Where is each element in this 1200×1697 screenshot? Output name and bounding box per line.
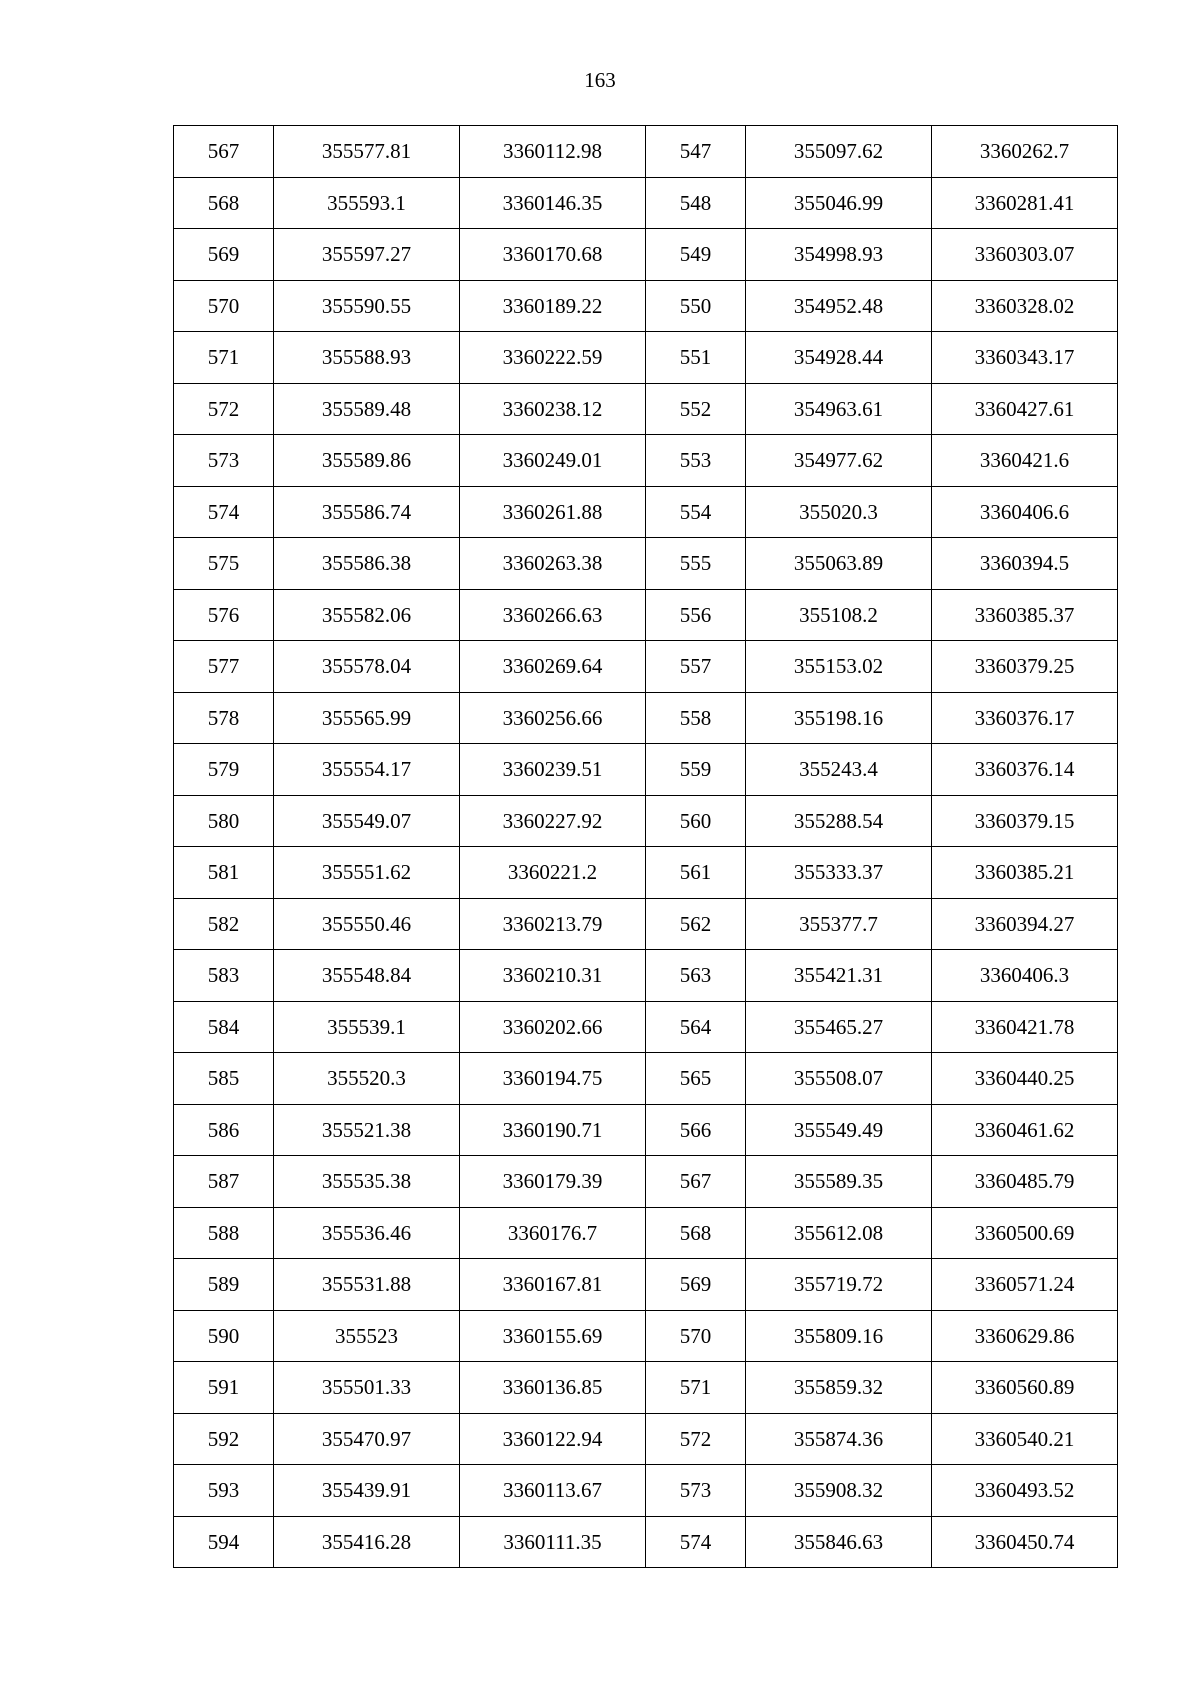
table-cell-y-coord-right: 3360385.21 [932, 847, 1118, 899]
table-cell-x-coord-right: 355465.27 [746, 1001, 932, 1053]
table-cell-point-id-left: 570 [174, 280, 274, 332]
table-cell-point-id-right: 568 [646, 1207, 746, 1259]
table-cell-y-coord-right: 3360406.6 [932, 486, 1118, 538]
table-cell-y-coord-right: 3360493.52 [932, 1465, 1118, 1517]
table-cell-x-coord-right: 355046.99 [746, 177, 932, 229]
table-cell-x-coord-right: 355153.02 [746, 641, 932, 693]
table-cell-x-coord-left: 355521.38 [274, 1104, 460, 1156]
table-cell-y-coord-right: 3360394.27 [932, 898, 1118, 950]
table-cell-point-id-right: 554 [646, 486, 746, 538]
table-cell-x-coord-right: 355846.63 [746, 1516, 932, 1568]
table-row [174, 847, 1118, 899]
table-cell-y-coord-left: 3360210.31 [460, 950, 646, 1002]
table-cell-x-coord-left: 355588.93 [274, 332, 460, 384]
table-cell-y-coord-left: 3360136.85 [460, 1362, 646, 1414]
table-row [174, 486, 1118, 538]
table-cell-y-coord-left: 3360256.66 [460, 692, 646, 744]
table-cell-point-id-left: 590 [174, 1310, 274, 1362]
table-row [174, 692, 1118, 744]
table-cell-point-id-right: 564 [646, 1001, 746, 1053]
table-cell-y-coord-left: 3360238.12 [460, 383, 646, 435]
table-cell-y-coord-right: 3360379.25 [932, 641, 1118, 693]
table-cell-x-coord-left: 355582.06 [274, 589, 460, 641]
table-cell-point-id-right: 555 [646, 538, 746, 590]
table-cell-point-id-left: 579 [174, 744, 274, 796]
table-row [174, 898, 1118, 950]
table-row [174, 280, 1118, 332]
table-row [174, 1207, 1118, 1259]
table-cell-y-coord-left: 3360213.79 [460, 898, 646, 950]
table-cell-x-coord-left: 355593.1 [274, 177, 460, 229]
table-cell-y-coord-left: 3360189.22 [460, 280, 646, 332]
table-row [174, 1362, 1118, 1414]
table-cell-x-coord-right: 355719.72 [746, 1259, 932, 1311]
table-row [174, 177, 1118, 229]
table-cell-x-coord-left: 355586.38 [274, 538, 460, 590]
table-cell-point-id-right: 550 [646, 280, 746, 332]
table-cell-y-coord-right: 3360394.5 [932, 538, 1118, 590]
table-cell-point-id-right: 561 [646, 847, 746, 899]
table-cell-point-id-right: 574 [646, 1516, 746, 1568]
table-cell-point-id-left: 578 [174, 692, 274, 744]
table-row [174, 589, 1118, 641]
table-cell-point-id-left: 581 [174, 847, 274, 899]
table-cell-point-id-right: 562 [646, 898, 746, 950]
table-cell-y-coord-right: 3360450.74 [932, 1516, 1118, 1568]
table-cell-y-coord-right: 3360421.78 [932, 1001, 1118, 1053]
table-cell-y-coord-right: 3360262.7 [932, 126, 1118, 178]
table-cell-x-coord-left: 355589.86 [274, 435, 460, 487]
table-cell-point-id-right: 551 [646, 332, 746, 384]
table-cell-point-id-right: 547 [646, 126, 746, 178]
table-cell-point-id-left: 586 [174, 1104, 274, 1156]
table-cell-x-coord-right: 355859.32 [746, 1362, 932, 1414]
table-cell-x-coord-left: 355501.33 [274, 1362, 460, 1414]
table-cell-y-coord-right: 3360406.3 [932, 950, 1118, 1002]
table-cell-y-coord-left: 3360190.71 [460, 1104, 646, 1156]
table-cell-y-coord-right: 3360281.41 [932, 177, 1118, 229]
table-cell-x-coord-right: 355063.89 [746, 538, 932, 590]
table-row [174, 950, 1118, 1002]
table-row [174, 1259, 1118, 1311]
table-cell-x-coord-right: 354977.62 [746, 435, 932, 487]
table-cell-y-coord-left: 3360269.64 [460, 641, 646, 693]
table-cell-point-id-right: 556 [646, 589, 746, 641]
table-cell-point-id-left: 571 [174, 332, 274, 384]
table-cell-x-coord-right: 354998.93 [746, 229, 932, 281]
table-cell-x-coord-left: 355551.62 [274, 847, 460, 899]
table-cell-y-coord-right: 3360421.6 [932, 435, 1118, 487]
table-cell-x-coord-left: 355535.38 [274, 1156, 460, 1208]
table-cell-x-coord-left: 355531.88 [274, 1259, 460, 1311]
table-row [174, 744, 1118, 796]
table-cell-x-coord-left: 355470.97 [274, 1413, 460, 1465]
table-cell-y-coord-left: 3360122.94 [460, 1413, 646, 1465]
table-cell-point-id-right: 553 [646, 435, 746, 487]
table-cell-point-id-right: 560 [646, 795, 746, 847]
table-cell-y-coord-right: 3360440.25 [932, 1053, 1118, 1105]
table-cell-y-coord-left: 3360194.75 [460, 1053, 646, 1105]
table-cell-x-coord-left: 355597.27 [274, 229, 460, 281]
table-cell-point-id-right: 559 [646, 744, 746, 796]
table-cell-x-coord-right: 355508.07 [746, 1053, 932, 1105]
table-cell-x-coord-left: 355536.46 [274, 1207, 460, 1259]
table-cell-point-id-right: 566 [646, 1104, 746, 1156]
table-cell-point-id-left: 573 [174, 435, 274, 487]
table-cell-y-coord-right: 3360303.07 [932, 229, 1118, 281]
table-cell-y-coord-left: 3360113.67 [460, 1465, 646, 1517]
table-cell-point-id-left: 593 [174, 1465, 274, 1517]
table-cell-y-coord-left: 3360222.59 [460, 332, 646, 384]
table-cell-x-coord-left: 355523 [274, 1310, 460, 1362]
table-cell-point-id-left: 580 [174, 795, 274, 847]
table-row [174, 126, 1118, 178]
table-cell-point-id-left: 567 [174, 126, 274, 178]
table-row [174, 435, 1118, 487]
table-cell-point-id-left: 584 [174, 1001, 274, 1053]
table-cell-x-coord-left: 355550.46 [274, 898, 460, 950]
table-cell-y-coord-right: 3360461.62 [932, 1104, 1118, 1156]
table-cell-point-id-right: 557 [646, 641, 746, 693]
table-cell-y-coord-right: 3360485.79 [932, 1156, 1118, 1208]
table-cell-y-coord-left: 3360266.63 [460, 589, 646, 641]
table-cell-x-coord-left: 355589.48 [274, 383, 460, 435]
table-cell-y-coord-right: 3360500.69 [932, 1207, 1118, 1259]
table-row [174, 1001, 1118, 1053]
table-cell-point-id-left: 585 [174, 1053, 274, 1105]
table-row [174, 1516, 1118, 1568]
table-cell-x-coord-right: 355874.36 [746, 1413, 932, 1465]
table-row [174, 1310, 1118, 1362]
table-cell-y-coord-left: 3360249.01 [460, 435, 646, 487]
table-cell-x-coord-right: 355589.35 [746, 1156, 932, 1208]
table-cell-x-coord-left: 355577.81 [274, 126, 460, 178]
table-cell-y-coord-left: 3360155.69 [460, 1310, 646, 1362]
table-row [174, 795, 1118, 847]
table-row [174, 1053, 1118, 1105]
table-cell-y-coord-left: 3360261.88 [460, 486, 646, 538]
table-cell-y-coord-left: 3360263.38 [460, 538, 646, 590]
table-cell-point-id-left: 592 [174, 1413, 274, 1465]
table-cell-x-coord-left: 355590.55 [274, 280, 460, 332]
table-cell-y-coord-right: 3360560.89 [932, 1362, 1118, 1414]
table-cell-x-coord-right: 355908.32 [746, 1465, 932, 1517]
table-cell-point-id-right: 565 [646, 1053, 746, 1105]
table-cell-point-id-left: 582 [174, 898, 274, 950]
table-cell-point-id-left: 572 [174, 383, 274, 435]
table-cell-x-coord-right: 355333.37 [746, 847, 932, 899]
table-cell-x-coord-left: 355586.74 [274, 486, 460, 538]
table-cell-x-coord-right: 355549.49 [746, 1104, 932, 1156]
table-cell-point-id-left: 574 [174, 486, 274, 538]
table-row [174, 1413, 1118, 1465]
table-cell-point-id-left: 594 [174, 1516, 274, 1568]
page-number: 163 [584, 68, 616, 92]
table-cell-point-id-right: 570 [646, 1310, 746, 1362]
table-cell-x-coord-left: 355565.99 [274, 692, 460, 744]
table-cell-y-coord-right: 3360385.37 [932, 589, 1118, 641]
table-cell-x-coord-right: 354963.61 [746, 383, 932, 435]
table-cell-x-coord-right: 354928.44 [746, 332, 932, 384]
table-cell-y-coord-right: 3360427.61 [932, 383, 1118, 435]
coordinate-table [173, 125, 1118, 1568]
table-cell-point-id-right: 548 [646, 177, 746, 229]
table-cell-y-coord-right: 3360376.14 [932, 744, 1118, 796]
table-cell-point-id-left: 587 [174, 1156, 274, 1208]
table-cell-y-coord-right: 3360540.21 [932, 1413, 1118, 1465]
table-cell-y-coord-left: 3360179.39 [460, 1156, 646, 1208]
table-cell-point-id-right: 571 [646, 1362, 746, 1414]
table-cell-y-coord-left: 3360202.66 [460, 1001, 646, 1053]
table-cell-y-coord-right: 3360571.24 [932, 1259, 1118, 1311]
table-cell-point-id-left: 591 [174, 1362, 274, 1414]
table-cell-x-coord-right: 355108.2 [746, 589, 932, 641]
table-cell-x-coord-right: 355020.3 [746, 486, 932, 538]
table-row [174, 1465, 1118, 1517]
table-row [174, 538, 1118, 590]
table-cell-point-id-left: 583 [174, 950, 274, 1002]
table-cell-y-coord-left: 3360146.35 [460, 177, 646, 229]
table-cell-y-coord-right: 3360343.17 [932, 332, 1118, 384]
table-cell-y-coord-left: 3360227.92 [460, 795, 646, 847]
table-row [174, 641, 1118, 693]
table-cell-x-coord-right: 355809.16 [746, 1310, 932, 1362]
table-cell-point-id-left: 588 [174, 1207, 274, 1259]
table-cell-point-id-right: 572 [646, 1413, 746, 1465]
table-cell-x-coord-left: 355416.28 [274, 1516, 460, 1568]
table-cell-y-coord-right: 3360379.15 [932, 795, 1118, 847]
table-cell-x-coord-left: 355539.1 [274, 1001, 460, 1053]
table-row [174, 1156, 1118, 1208]
table-cell-x-coord-left: 355578.04 [274, 641, 460, 693]
coordinate-table-body [174, 126, 1118, 1568]
table-cell-point-id-right: 549 [646, 229, 746, 281]
table-cell-point-id-left: 568 [174, 177, 274, 229]
table-cell-x-coord-right: 355243.4 [746, 744, 932, 796]
table-cell-y-coord-left: 3360167.81 [460, 1259, 646, 1311]
table-cell-x-coord-left: 355520.3 [274, 1053, 460, 1105]
table-row [174, 229, 1118, 281]
table-cell-y-coord-left: 3360239.51 [460, 744, 646, 796]
table-cell-point-id-left: 575 [174, 538, 274, 590]
table-cell-point-id-right: 573 [646, 1465, 746, 1517]
table-cell-y-coord-left: 3360221.2 [460, 847, 646, 899]
table-cell-point-id-right: 558 [646, 692, 746, 744]
table-cell-point-id-left: 589 [174, 1259, 274, 1311]
table-cell-point-id-right: 569 [646, 1259, 746, 1311]
table-cell-y-coord-left: 3360112.98 [460, 126, 646, 178]
table-cell-point-id-left: 577 [174, 641, 274, 693]
table-cell-y-coord-right: 3360376.17 [932, 692, 1118, 744]
table-row [174, 383, 1118, 435]
table-cell-x-coord-right: 355097.62 [746, 126, 932, 178]
table-cell-point-id-right: 552 [646, 383, 746, 435]
table-row [174, 1104, 1118, 1156]
table-cell-y-coord-left: 3360170.68 [460, 229, 646, 281]
table-cell-point-id-left: 576 [174, 589, 274, 641]
table-cell-y-coord-right: 3360629.86 [932, 1310, 1118, 1362]
table-cell-x-coord-left: 355549.07 [274, 795, 460, 847]
table-cell-y-coord-right: 3360328.02 [932, 280, 1118, 332]
table-cell-x-coord-right: 355612.08 [746, 1207, 932, 1259]
table-cell-point-id-right: 563 [646, 950, 746, 1002]
table-cell-x-coord-left: 355548.84 [274, 950, 460, 1002]
table-cell-x-coord-right: 355198.16 [746, 692, 932, 744]
table-cell-x-coord-right: 355377.7 [746, 898, 932, 950]
table-cell-x-coord-left: 355439.91 [274, 1465, 460, 1517]
table-cell-x-coord-right: 354952.48 [746, 280, 932, 332]
table-cell-point-id-left: 569 [174, 229, 274, 281]
table-cell-x-coord-right: 355288.54 [746, 795, 932, 847]
table-cell-x-coord-right: 355421.31 [746, 950, 932, 1002]
table-cell-y-coord-left: 3360176.7 [460, 1207, 646, 1259]
table-cell-y-coord-left: 3360111.35 [460, 1516, 646, 1568]
table-cell-point-id-right: 567 [646, 1156, 746, 1208]
table-cell-x-coord-left: 355554.17 [274, 744, 460, 796]
table-row [174, 332, 1118, 384]
